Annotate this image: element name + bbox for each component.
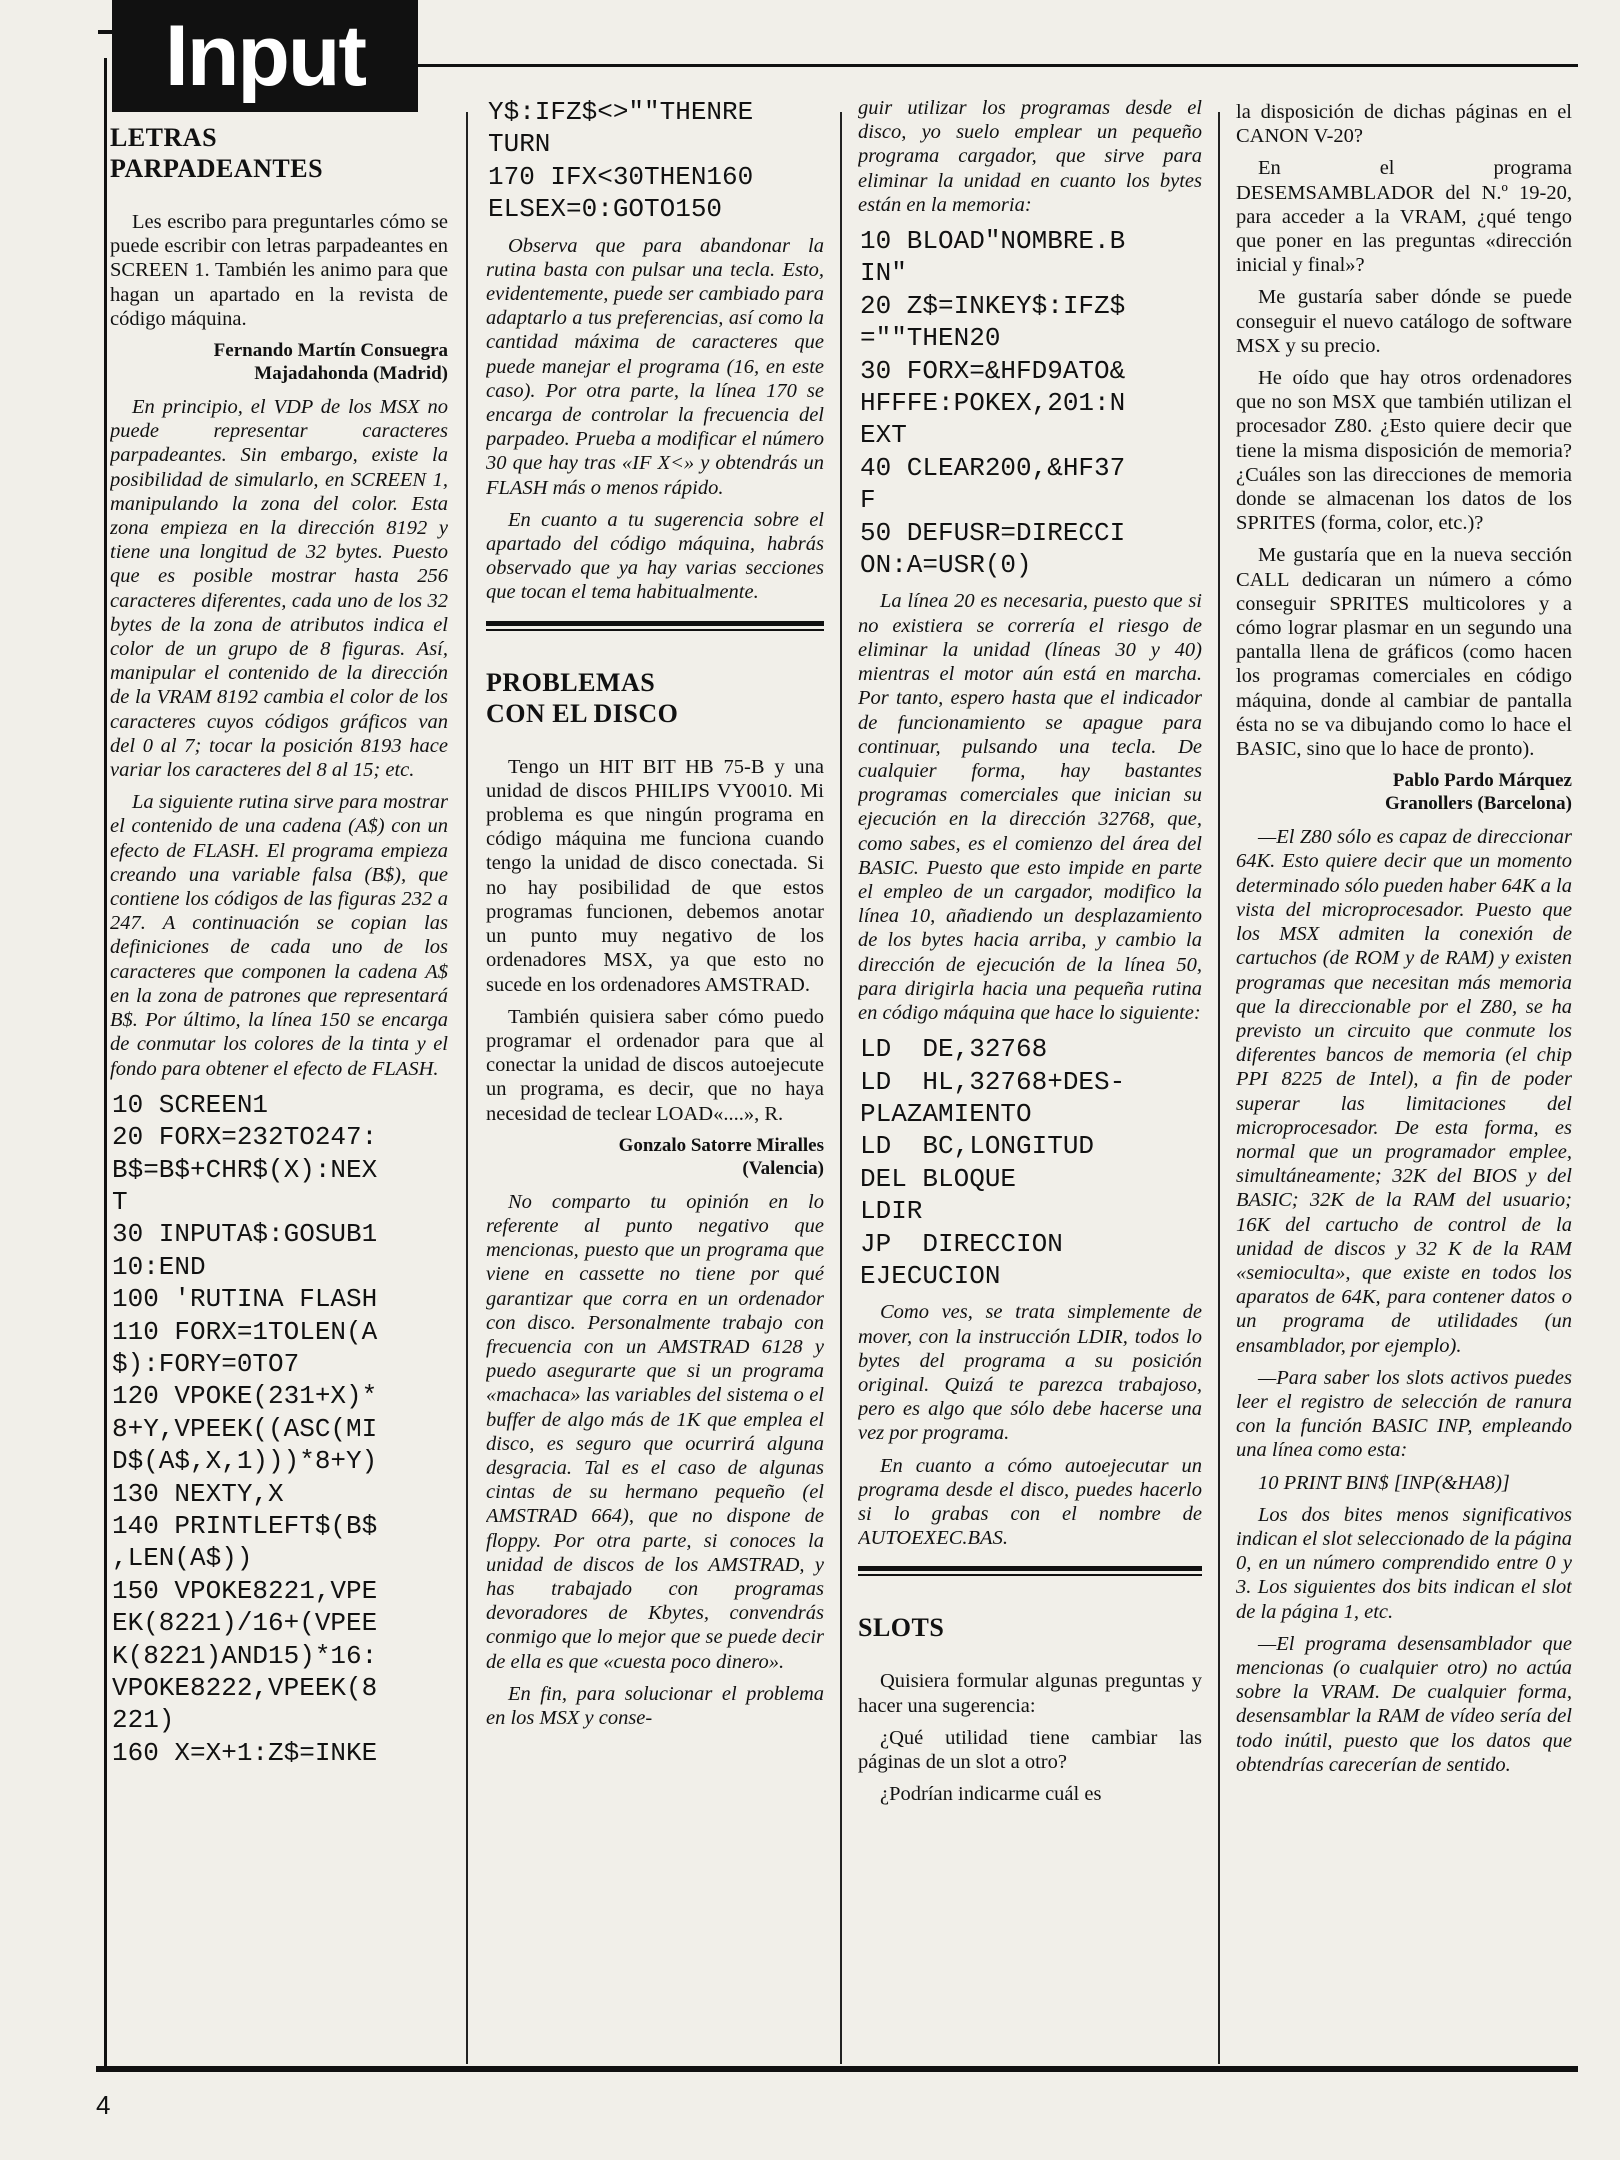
letter-text: Quisiera formular algunas preguntas y hacer una sugerencia:: [858, 1670, 1202, 1717]
reply-text: En principio, el VDP de los MSX no puede representar caracteres parpadeantes. Sin embargo, existe la posibilidad de simularlo, en SCREEN 1, manipulando la zona del color. Esta zona empieza en la dirección 8192 y tiene una longitud de 32 bytes. Puesto que es posible mostrar hasta 256 caracteres diferentes, cada uno de los 32 bytes de la zona de atributos indica el color de un grupo de 8 figuras. Así, manipular el contenido de la dirección de la VRAM 8192 cambia el color de los caracteres cuyos códigos gráficos van del 0 al 7; tocar la posición 8193 hace variar los caracteres del 8 al 15; etc.: [110, 396, 448, 782]
letter-text: Me gustaría que en la nueva sección CALL dedicaran un número a cómo conseguir SPRITES multicolores y a cómo lograr plasmar en un segundo una pantalla llena de gráficos (como hacen los programas comerciales en código máquina, donde al cambiar de pantalla ésta no se va dibujando como lo hace el BASIC, sino que lo hace de pronto).: [1236, 544, 1572, 761]
reply-text: —El programa desensamblador que mencionas (o cualquier otro) no actúa sobre la VRAM. De cualquier forma, desensamblar la RAM de vídeo sería del todo inútil, puesto que los datos que obtendrías carecerían de sentido.: [1236, 1632, 1572, 1776]
footer-rule: [96, 2066, 1578, 2072]
letter-signature: Gonzalo Satorre Miralles (Valencia): [618, 1134, 824, 1179]
letter-text: ¿Qué utilidad tiene cambiar las páginas de un slot a otro?: [858, 1726, 1202, 1774]
reply-text: —Para saber los slots activos puedes leer el registro de selección de ranura con la función BASIC INP, empleando una línea como esta:: [1236, 1366, 1572, 1462]
column-divider: [466, 112, 468, 2064]
section-divider: [858, 1566, 1202, 1576]
reply-text: La siguiente rutina sirve para mostrar el contenido de una cadena (A$) con un efecto de FLASH. El programa empieza creando una variable falsa (B$), que contiene los códigos de las figuras 232 a 247. A continuación se copian las definiciones de cada uno de los caracteres que componen la cadena A$ en la zona de patrones que representará B$. Por último, la línea 150 se encarga de conmutar los colores de la tinta y el fondo para obtener el efecto de FLASH.: [110, 791, 448, 1080]
code-line: 10 PRINT BIN$ [INP(&HA8)]: [1258, 1471, 1510, 1494]
letter-text: la disposición de dichas páginas en el CANON V-20?: [1236, 101, 1572, 148]
section-title: Input: [112, 0, 418, 112]
code-listing: Y$:IFZ$<>""THENRE TURN 170 IFX<30THEN160 ELSEX=0:GOTO150: [488, 97, 754, 225]
letter-signature: Fernando Martín Consuegra Majadahonda (Madrid): [213, 340, 448, 385]
reply-text: En fin, para solucionar el problema en los MSX y conse-: [486, 1682, 824, 1729]
code-listing: LD DE,32768 LD HL,32768+DES- PLAZAMIENTO LD BC,LONGITUD DEL BLOQUE LDIR JP DIRECCION EJECUCION: [860, 1034, 1126, 1291]
letter-text: También quisiera saber cómo puedo programar el ordenador para que al conectar la unidad de discos autoejecute un programa, es decir, que no haya necesidad de teclear LOAD«....», R.: [486, 1005, 824, 1125]
column-4: [1236, 100, 1572, 2070]
code-listing: 10 BLOAD"NOMBRE.B IN" 20 Z$=INKEY$:IFZ$ =""THEN20 30 FORX=&HFD9ATO& HFFFE:POKEX,201:N EXT 40 CLEAR200,&HF37 F 50 DEFUSR=DIRECCI ON:A=USR(0): [860, 226, 1126, 581]
reply-text: Como ves, se trata simplemente de mover, con la instrucción LDIR, todos lo bytes del programa a su posición original. Quizá te parezca trabajoso, pero es algo que sólo debe hacerse una vez por programa.: [858, 1301, 1202, 1445]
reply-text: Los dos bites menos significativos indican el slot seleccionado de la página 0, en un número comprendido entre 0 y 3. Los siguientes dos bits indican el slot de la página 1, etc.: [1236, 1503, 1572, 1623]
reply-text: No comparto tu opinión en lo referente al punto negativo que mencionas, puesto que un programa que viene en cassette no tiene por qué garantizar que corra en un ordenador con disco. Personalmente trabajo con frecuencia con un AMSTRAD 6128 y puedo asegurarte que si un programa «machaca» las variables del sistema o el buffer de algo más de 1K que emplea el disco, es seguro que ocurrirá alguna desgracia. Tal es el caso de algunas cintas de su hermano pequeño (el AMSTRAD 664), que no dispone de floppy. Por otra parte, si conoces la unidad de discos de los AMSTRAD, y has trabajado con programas devoradores de Kbytes, convendrás conmigo que lo mejor que se puede decir de ella es que «cuesta poco dinero».: [486, 1190, 824, 1673]
column-3: [858, 96, 1202, 2066]
reply-text: Observa que para abandonar la rutina basta con pulsar una tecla. Esto, evidentemente, puede ser cambiado para adaptarlo a tus preferencias, así como la cantidad máxima de caracteres que puede manejar el programa (16, en este caso). Por otra parte, la línea 170 se encarga de controlar la frecuencia del parpadeo. Prueba a modificar el número 30 que hay tras «IF X<» y obtendrás un FLASH más o menos rápido.: [486, 234, 824, 499]
code-listing: 10 SCREEN1 20 FORX=232TO247: B$=B$+CHR$(X):NEX T 30 INPUTA$:GOSUB1 10:END 100 'RUTINA FLASH 110 FORX=1TOLEN(A $):FORY=0TO7 120 VPOKE(231+X)* 8+Y,VPEEK((ASC(MI D$(A$,X,1)))*8+Y) 130 NEXTY,X 140 PRINTLEFT$(B$ ,LEN(A$)) 150 VPOKE8221,VPE EK(8221)/16+(VPEE K(8221)AND15)*16: VPOKE8222,VPEEK(8 221) 160 X=X+1:Z$=INKE: [112, 1089, 378, 1768]
letter-text: ¿Podrían indicarme cuál es: [880, 1783, 1102, 1806]
column-2: [486, 96, 824, 2066]
reply-text: La línea 20 es necesaria, puesto que si no existiera se correría el riesgo de eliminar la unidad (líneas 30 y 40) mientras el motor aún está en marcha. Por tanto, espero hasta que el indicador de funcionamiento se apague para continuar, pulsando una tecla. De cualquier forma, hay bastantes programas comerciales que inician su ejecución en la dirección 32768, que, como sabes, es el comienzo del área del BASIC. Puesto que esto impide en parte el empleo de un cargador, modifico la línea 10, añadiendo un desplazamiento de los bytes hacia arriba, y cambio la dirección de ejecución de la línea 50, para dirigirla hacia una pequeña rutina en código máquina que hace lo siguiente:: [858, 590, 1202, 1024]
letter-text: En el programa DESEMSAMBLADOR del N.º 19-20, para acceder a la VRAM, ¿qué tengo que poner en las preguntas «dirección inicial y final»?: [1236, 157, 1572, 277]
left-border: [104, 58, 107, 2068]
letter-text: Tengo un HIT BIT HB 75-B y una unidad de discos PHILIPS VY0010. Mi problema es que ningún programa en código máquina me funciona cuando tengo la unidad de disco conectada. Si no hay posibilidad de que estos programas funcionen, debemos anotar un punto muy negativo de los ordenadores MSX, ya que esto no sucede en los ordenadores AMSTRAD.: [486, 755, 824, 996]
letter-text: Les escribo para preguntarles cómo se puede escribir con letras parpadeantes en SCREEN 1. También les animo para que hagan un apartado en la revista de código máquina.: [110, 211, 448, 330]
letter-signature: Pablo Pardo Márquez Granollers (Barcelona): [1385, 770, 1572, 815]
header-rule: [418, 64, 1578, 67]
column-1: [110, 122, 448, 2092]
section-divider: [486, 621, 824, 631]
column-divider: [840, 112, 842, 2064]
heading-slots: SLOTS: [858, 1613, 945, 1643]
reply-text: guir utilizar los programas desde el disco, yo suelo emplear un pequeño programa cargador, que sirve para eliminar la unidad en cuanto los bytes están en la memoria:: [858, 97, 1202, 216]
page-number: 4: [96, 2090, 111, 2120]
heading-letras-parpadeantes: LETRAS PARPADEANTES: [110, 123, 324, 183]
heading-problemas-con-el-disco: PROBLEMAS CON EL DISCO: [486, 667, 679, 728]
reply-text: En cuanto a cómo autoejecutar un programa desde el disco, puedes hacerlo si lo grabas con el nombre de AUTOEXEC.BAS.: [858, 1454, 1202, 1550]
reply-text: —El Z80 sólo es capaz de direccionar 64K. Esto quiere decir que un momento determinado sólo pueden haber 64K a la vista del microprocesador. Puesto que los MSX admiten la conexión de cartuchos (de ROM y de RAM) y existen programas que necesitan más memoria que la direccionable por el Z80, se ha previsto un circuito que conmute los diferentes bancos de memoria (el chip PPI 8225 de Intel), a fin de poder superar las limitaciones del microprocesador. De esta forma, es normal que un programador emplee, simultáneamente; 32K del BIOS y del BASIC; 32K de la RAM del usuario; 16K del cartucho de control de la unidad de discos y 32 K de la RAM «semioculta», que existe en todos los aparatos de 64K, para contener datos o un programa de utilidades (un ensamblador, por ejemplo).: [1236, 826, 1572, 1357]
letter-text: Me gustaría saber dónde se puede conseguir el nuevo catálogo de software MSX y su precio.: [1236, 286, 1572, 357]
reply-text: En cuanto a tu sugerencia sobre el apartado del código máquina, habrás observado que ya hay varias secciones que tocan el tema habitualmente.: [486, 508, 824, 604]
letter-text: He oído que hay otros ordenadores que no son MSX que también utilizan el procesador Z80. ¿Esto quiere decir que tiene la misma disposición de memoria? ¿Cuáles son las direcciones de memoria donde se almacenan los datos de los SPRITES (forma, color, etc.)?: [1236, 367, 1572, 535]
column-divider: [1218, 112, 1220, 2064]
